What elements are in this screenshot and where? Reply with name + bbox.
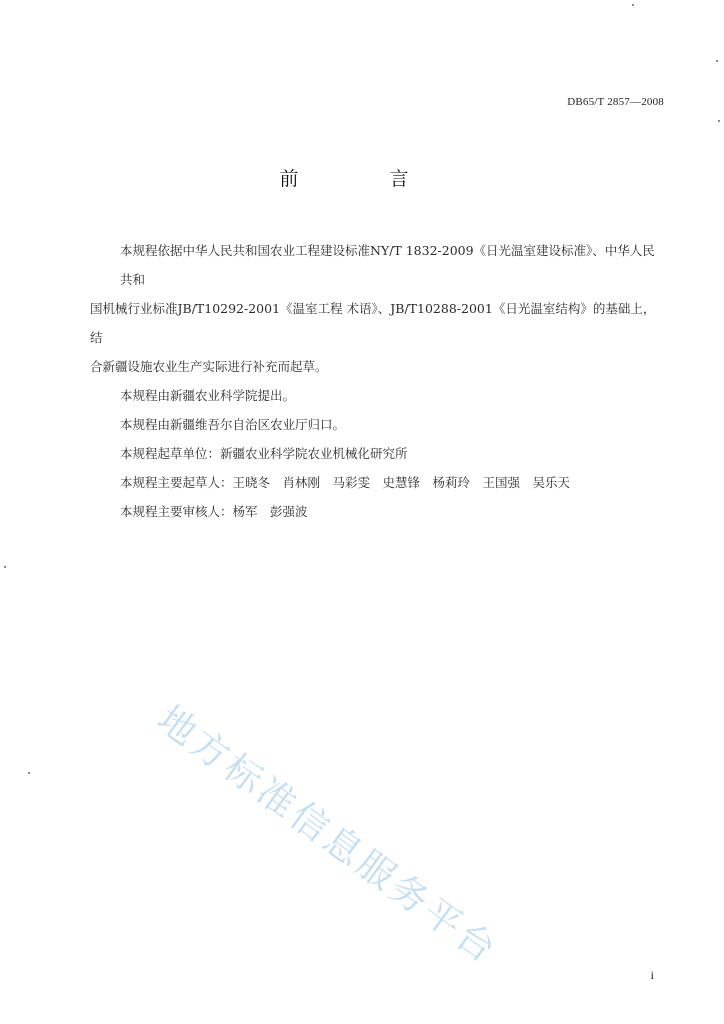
foreword-paragraph-6: 本规程主要审核人：杨军 彭强波 — [120, 504, 308, 519]
foreword-paragraph-3: 本规程由新疆维吾尔自治区农业厅归口。 — [120, 417, 346, 432]
foreword-paragraph-1-line-1: 本规程依据中华人民共和国农业工程建设标准NY/T 1832-2009《日光温室建设标准》、中华人民共和 — [120, 243, 655, 287]
scan-speck — [4, 566, 6, 568]
scan-speck — [632, 4, 634, 6]
foreword-paragraph-1-line-3: 合新疆设施农业生产实际进行补充而起草。 — [90, 359, 328, 374]
section-title: 前 言 — [279, 168, 445, 190]
foreword-paragraph-4: 本规程起草单位：新疆农业科学院农业机械化研究所 — [120, 446, 408, 461]
scan-speck — [28, 772, 30, 774]
watermark: 地方标准信息服务平台 — [149, 697, 507, 974]
page-number: i — [650, 968, 654, 982]
scan-speck — [718, 120, 720, 122]
scan-speck — [716, 60, 718, 62]
document-code: DB65/T 2857—2008 — [567, 96, 664, 108]
foreword-paragraph-2: 本规程由新疆农业科学院提出。 — [120, 388, 296, 403]
foreword-body — [90, 236, 660, 526]
foreword-paragraph-5: 本规程主要起草人：王晓冬 肖林刚 马彩雯 史慧锋 杨莉玲 王国强 吴乐天 — [120, 475, 571, 490]
foreword-paragraph-1-line-2: 国机械行业标准JB/T10292-2001《温室工程 术语》、JB/T10288-2001《日光温室结构》的基础上，结 — [90, 301, 656, 345]
